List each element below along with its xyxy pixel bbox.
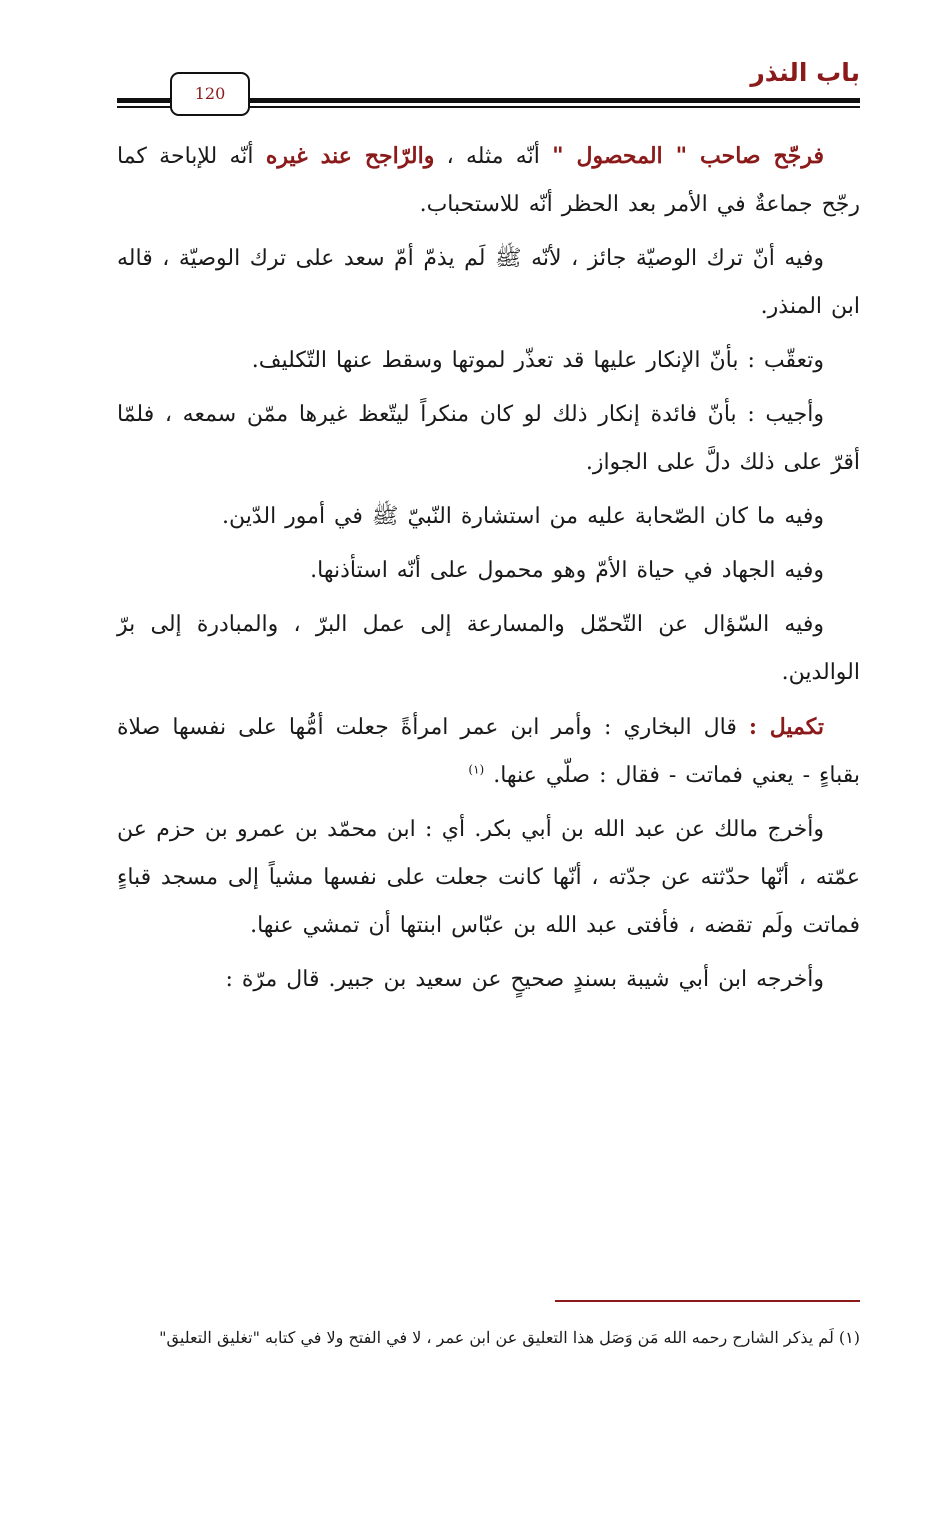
footnote-ref: (١)	[468, 762, 485, 777]
footnote-separator	[555, 1300, 860, 1302]
text-run: قال البخاري : وأمر ابن عمر امرأةً جعلت أمُّها على نفسها صلاة بقباءٍ - يعني فماتت - فقال : صلّي عنها.	[117, 715, 860, 788]
paragraph-10: وأخرجه ابن أبي شيبة بسندٍ صحيحٍ عن سعيد بن جبير. قال مرّة :	[225, 967, 824, 992]
footnote-text: لَم يذكر الشارح رحمه الله مَن وَصَل هذا التعليق عن ابن عمر ، لا في الفتح ولا في كتابه "تغليق التعليق"	[159, 1328, 834, 1347]
paragraph-2: وفيه أنّ ترك الوصيّة جائز ، لأنّه ﷺ لَم يذمّ أمّ سعد على ترك الوصيّة ، قاله ابن المنذر.	[117, 246, 860, 319]
paragraph-6: وفيه الجهاد في حياة الأمّ وهو محمول على أنّه استأذنها.	[310, 558, 824, 583]
page-number: 120	[170, 72, 250, 116]
paragraph-9: وأخرج مالك عن عبد الله بن أبي بكر. أي : ابن محمّد بن عمرو بن حزم عن عمّته ، أنّها حدّثته عن جدّته ، أنّها كانت جعلت على نفسها مشياً إلى مسجد قباءٍ فماتت ولَم تقضه ، فأفتى عبد الله بن عبّاس ابنتها أن تمشي عنها.	[117, 817, 860, 938]
main-text	[117, 132, 860, 1010]
text-run: أنّه مثله ،	[434, 144, 553, 169]
footnote-1	[117, 1324, 860, 1352]
paragraph-1	[117, 132, 860, 229]
paragraph-5: وفيه ما كان الصّحابة عليه من استشارة النّبيّ ﷺ في أمور الدّين.	[221, 504, 824, 529]
text-run: أنّه للإباحة كما رجّح جماعةٌ في الأمر بعد الحظر أنّه للاستحباب.	[117, 144, 860, 217]
paragraph-3: وتعقّب : بأنّ الإنكار عليها قد تعذّر لموتها وسقط عنها التّكليف.	[251, 348, 824, 373]
highlight-phrase: فرجّح صاحب " المحصول "	[552, 143, 825, 169]
paragraph-4: وأجيب : بأنّ فائدة إنكار ذلك لو كان منكراً ليتّعظ غيرها ممّن سمعه ، فلمّا أقرّ على ذلك دلَّ على الجواز.	[117, 402, 860, 475]
footnote-number: (١)	[838, 1328, 860, 1347]
highlight-phrase: والرّاجح عند غيره	[265, 143, 435, 169]
paragraph-7: وفيه السّؤال عن التّحمّل والمسارعة إلى عمل البرّ ، والمبادرة إلى برّ الوالدين.	[117, 612, 860, 685]
chapter-title: باب النذر	[750, 58, 860, 87]
section-label: تكميل :	[748, 714, 824, 740]
paragraph-8	[117, 703, 860, 800]
